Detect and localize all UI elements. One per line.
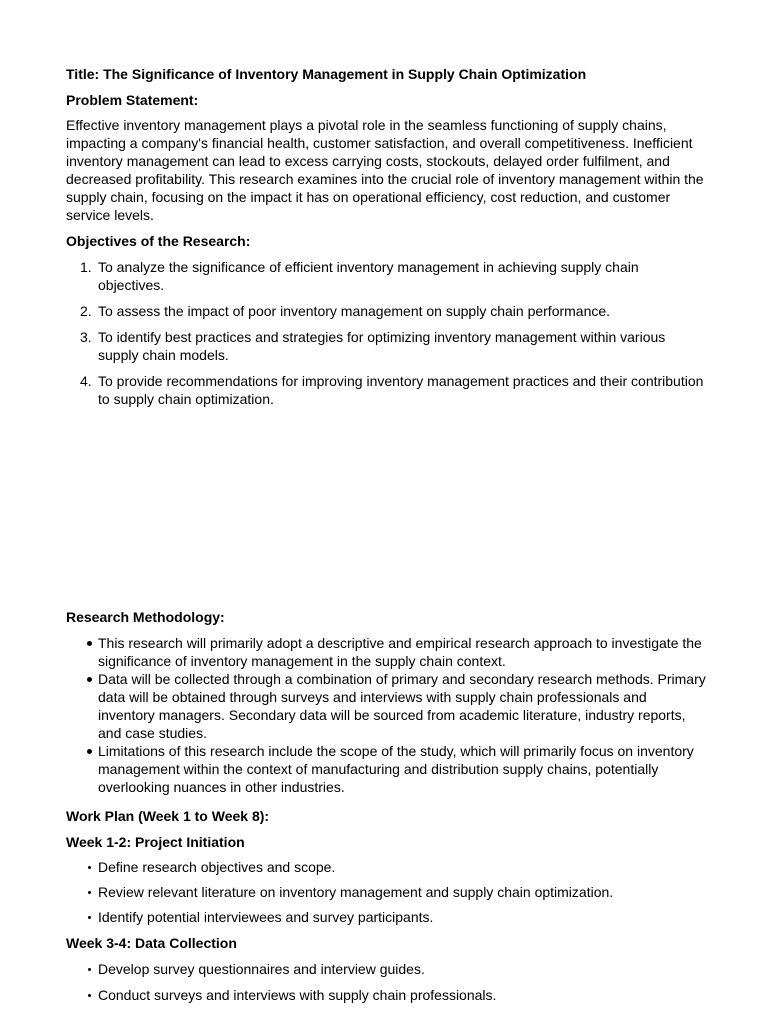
objective-number: 3. [80,329,92,345]
objective-text: To identify best practices and strategies for optimizing inventory management within various supply chain models. [98,329,666,363]
bullet-icon [87,677,92,682]
objective-number: 2. [80,303,92,319]
objective-number: 1. [80,259,92,275]
week34-text: Develop survey questionnaires and interview guides. [98,961,425,977]
week34-text: Conduct surveys and interviews with supply chain professionals. [98,987,497,1003]
week34-item [66,960,706,978]
methodology-list [66,634,706,796]
week34-item [66,986,706,1004]
bullet-icon [87,641,92,646]
objective-number: 4. [80,373,92,389]
objective-item [66,302,706,320]
methodology-text: This research will primarily adopt a descriptive and empirical research approach to investigate the significance of inventory management in the supply chain context. [98,635,702,669]
objectives-list [66,258,706,408]
bullet-icon [87,749,92,754]
week12-heading: Week 1-2: Project Initiation [66,834,245,850]
objective-item [66,372,706,408]
week12-item [66,908,706,926]
bullet-icon [88,968,91,971]
objective-item [66,258,706,294]
methodology-text: Data will be collected through a combination of primary and secondary research methods. Primary data will be obtained through surveys and interviews with supply chain professionals and inventory managers. Secondary data will be sourced from academic literature, industry reports, and case studies. [98,671,706,741]
methodology-item [66,670,706,742]
methodology-text: Limitations of this research include the scope of the study, which will primarily focus on inventory management within the context of manufacturing and distribution supply chains, potentially overlooking nuances in other industries. [98,743,694,795]
week12-item [66,883,706,901]
methodology-heading: Research Methodology: [66,609,225,625]
methodology-item [66,634,706,670]
methodology-item [66,742,706,796]
bullet-icon [88,916,91,919]
objective-text: To assess the impact of poor inventory management on supply chain performance. [98,303,611,319]
objective-text: To analyze the significance of efficient inventory management in achieving supply chain objectives. [98,259,639,293]
bullet-icon [88,866,91,869]
objective-item [66,328,706,364]
week34-heading: Week 3-4: Data Collection [66,935,237,951]
week12-text: Identify potential interviewees and survey participants. [98,909,434,925]
document-title: Title: The Significance of Inventory Management in Supply Chain Optimization [66,66,587,82]
bullet-icon [88,891,91,894]
week12-text: Define research objectives and scope. [98,859,336,875]
problem-heading: Problem Statement: [66,92,199,108]
week12-item [66,858,706,876]
week12-list [66,858,706,926]
objectives-heading: Objectives of the Research: [66,233,251,249]
workplan-heading: Work Plan (Week 1 to Week 8): [66,808,270,824]
objective-text: To provide recommendations for improving inventory management practices and their contribution to supply chain optimization. [98,373,704,407]
week12-text: Review relevant literature on inventory management and supply chain optimization. [98,884,614,900]
week34-list [66,960,706,1004]
problem-paragraph: Effective inventory management plays a pivotal role in the seamless functioning of supply chains, impacting a company's financial health, customer satisfaction, and overall competitiveness. Inefficient inventory management can lead to excess carrying costs, stockouts, delayed order fulfilment, and decreased profitability. This research examines into the crucial role of inventory management within the supply chain, focusing on the impact it has on operational efficiency, cost reduction, and customer service levels. [66,117,704,223]
bullet-icon [88,994,91,997]
